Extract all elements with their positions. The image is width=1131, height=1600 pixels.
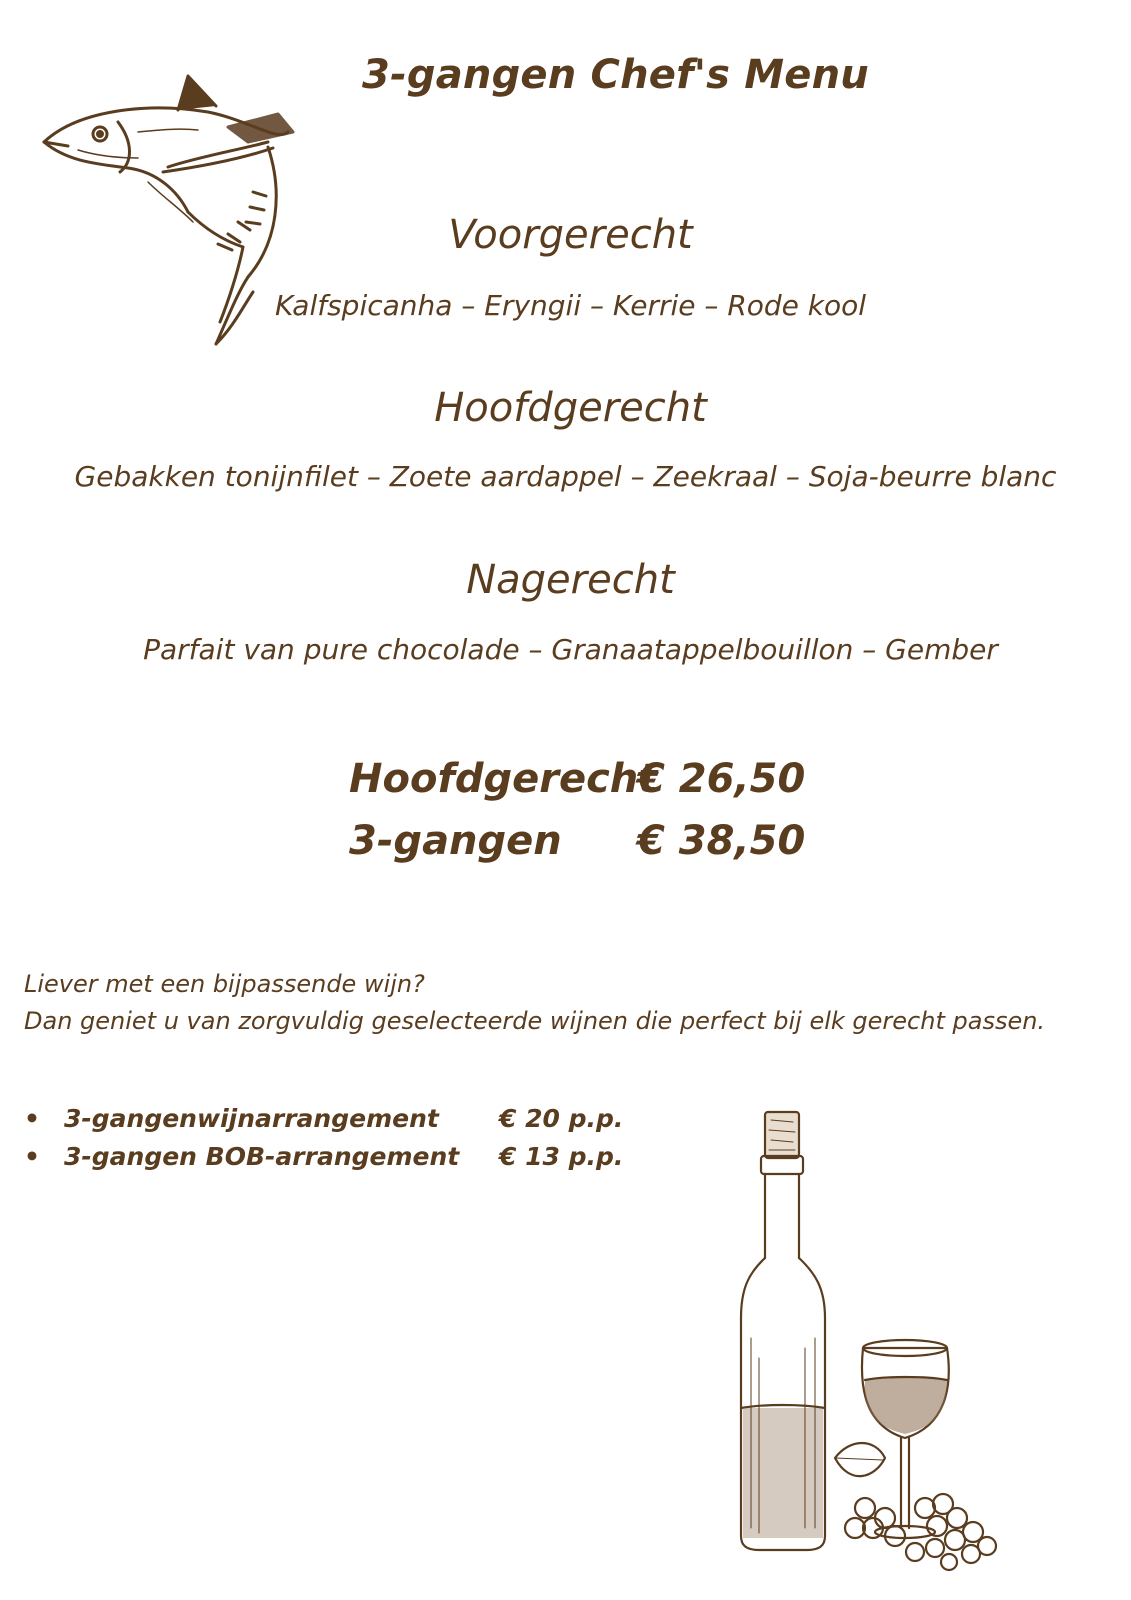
price-value: € 26,50 bbox=[637, 756, 806, 802]
arrangement-price: € 20 p.p. bbox=[499, 1104, 624, 1133]
bullet-icon: • bbox=[24, 1104, 40, 1133]
list-item bbox=[24, 1138, 623, 1176]
bullet-icon: • bbox=[24, 1142, 40, 1171]
menu-title: 3-gangen Chef's Menu bbox=[362, 52, 869, 98]
wine-intro-question: Liever met een bijpassende wijn? bbox=[24, 970, 425, 998]
wine-intro bbox=[24, 966, 1104, 1040]
course-items-voorgerecht: Kalfspicanha – Eryngii – Kerrie – Rode kool bbox=[274, 289, 867, 322]
wine-intro-description: Dan geniet u van zorgvuldig geselecteerde wijnen die perfect bij elk gerecht passen. bbox=[24, 1007, 1046, 1035]
course-heading-voorgerecht: Voorgerecht bbox=[448, 212, 693, 258]
list-item bbox=[24, 1100, 623, 1138]
price-label: 3-gangen bbox=[349, 818, 562, 864]
course-items-hoofdgerecht: Gebakken tonijnfilet – Zoete aardappel – Zeekraal – Soja-beurre blanc bbox=[74, 460, 1057, 493]
arrangement-label: 3-gangenwijnarrangement bbox=[64, 1104, 439, 1133]
price-row bbox=[349, 810, 805, 872]
wine-arrangement-list bbox=[24, 1100, 623, 1176]
course-heading-nagerecht: Nagerecht bbox=[466, 557, 675, 603]
price-label: Hoofdgerecht bbox=[349, 756, 658, 802]
price-list bbox=[349, 748, 805, 872]
course-items-nagerecht: Parfait van pure chocolade – Granaatappelbouillon – Gember bbox=[143, 633, 998, 666]
price-row bbox=[349, 748, 805, 810]
course-heading-hoofdgerecht: Hoofdgerecht bbox=[434, 385, 707, 431]
wine-bottle-icon bbox=[735, 1108, 1005, 1578]
arrangement-price: € 13 p.p. bbox=[499, 1142, 624, 1171]
price-value: € 38,50 bbox=[637, 818, 806, 864]
arrangement-label: 3-gangen BOB-arrangement bbox=[64, 1142, 460, 1171]
